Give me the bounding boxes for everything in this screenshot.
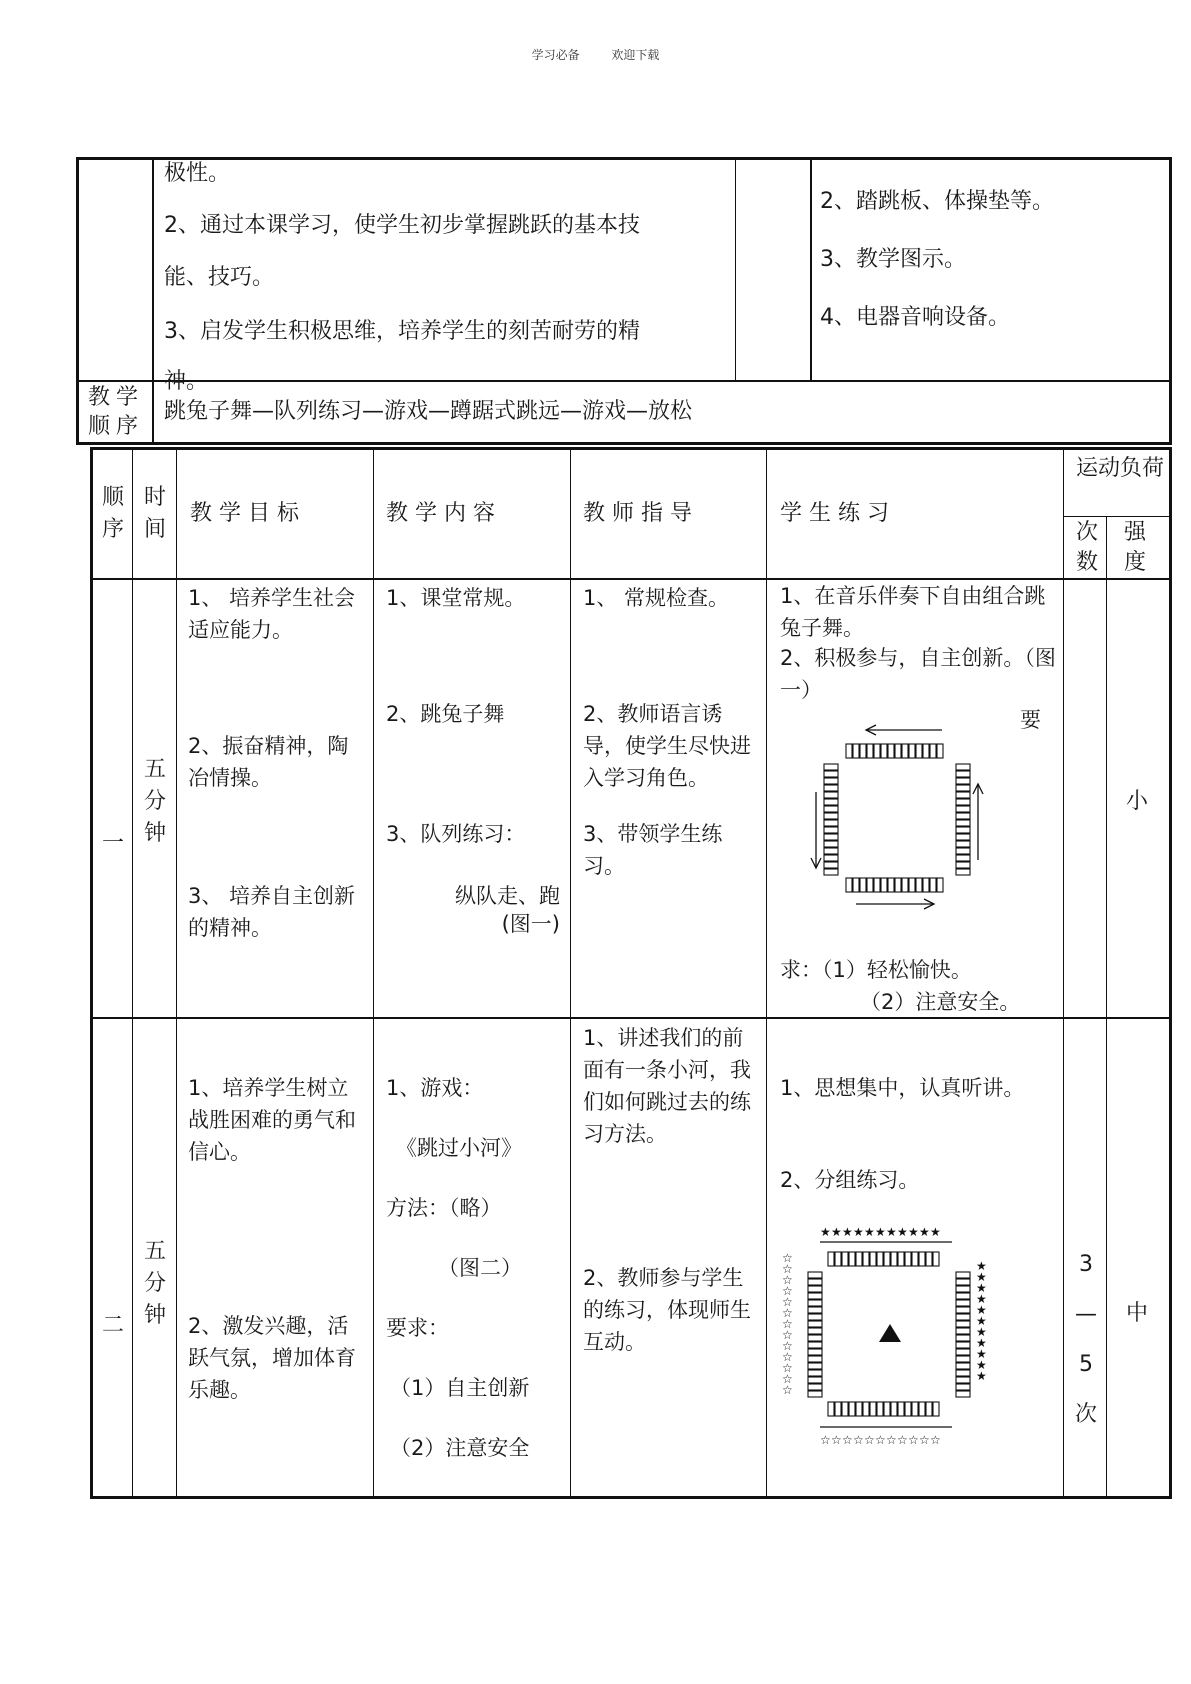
header-content: 教 学 内 容 [386, 501, 495, 526]
filled-star-icon: ★ [976, 1259, 987, 1273]
person-block [956, 1328, 970, 1334]
person-block [926, 1402, 932, 1416]
outline-star-icon: ☆ [886, 1433, 897, 1447]
row-teacher: 2、教师参与学生的练习，体现师生互动。 [583, 1266, 751, 1354]
row-student: 2、积极参与，自主创新。（图一） [780, 646, 1056, 702]
objectives-text [164, 152, 729, 400]
row-content: 方法：（略） [386, 1196, 502, 1220]
person-block [808, 1335, 822, 1341]
outline-star-icon: ☆ [853, 1433, 864, 1447]
person-block [808, 1328, 822, 1334]
person-block [956, 1363, 970, 1369]
border [766, 447, 767, 1499]
header-order: 顺序 [101, 485, 124, 542]
person-block [808, 1279, 822, 1285]
border [76, 157, 79, 445]
filled-star-icon: ★ [976, 1292, 987, 1306]
person-block [956, 1300, 970, 1306]
arrow-down-icon [811, 792, 821, 868]
person-block [926, 1252, 932, 1266]
row-goal: 1、培养学生树立战胜困难的勇气和信心。 [188, 1076, 356, 1164]
person-block [808, 1272, 822, 1278]
outline-star-icon: ☆ [820, 1433, 831, 1447]
person-block [905, 1402, 911, 1416]
person-block [824, 848, 838, 854]
header-student: 学 生 练 习 [780, 501, 889, 526]
formation-right-column [956, 764, 970, 875]
filled-star-icon: ★ [842, 1225, 853, 1239]
equipment-list [820, 180, 1165, 340]
row-student: 求：（1）轻松愉快。 [780, 958, 972, 982]
person-block [870, 1402, 876, 1416]
row-time: 五分钟 [143, 757, 166, 846]
filled-star-icon: ★ [976, 1303, 987, 1317]
person-block [808, 1286, 822, 1292]
row-goal: 2、激发兴趣，活跃气氛，增加体育乐趣。 [188, 1314, 356, 1402]
header-time: 时间 [143, 485, 166, 542]
person-block [916, 878, 922, 892]
person-block [860, 744, 866, 758]
person-block [909, 878, 915, 892]
person-block [877, 1402, 883, 1416]
outline-star-icon: ☆ [782, 1383, 793, 1397]
person-block [902, 744, 908, 758]
person-block [824, 785, 838, 791]
person-block [895, 878, 901, 892]
person-block [898, 1402, 904, 1416]
person-block [824, 799, 838, 805]
outline-star-icon: ☆ [782, 1361, 793, 1375]
person-block [846, 744, 852, 758]
person-block [902, 878, 908, 892]
row-content: 3、队列练习： [386, 822, 526, 846]
person-block [956, 1370, 970, 1376]
person-block [846, 878, 852, 892]
filled-star-icon: ★ [976, 1270, 987, 1284]
person-block [860, 878, 866, 892]
person-block [824, 820, 838, 826]
row-student: 1、思想集中，认真听讲。 [780, 1076, 1025, 1100]
person-block [824, 841, 838, 847]
person-block [956, 1342, 970, 1348]
person-block [824, 778, 838, 784]
header-count: 次数 [1075, 520, 1098, 575]
person-block [824, 827, 838, 833]
person-block [956, 1321, 970, 1327]
person-block [824, 771, 838, 777]
person-block [956, 799, 970, 805]
row-goal: 3、 培养自主创新的精神。 [188, 884, 356, 940]
border [1169, 447, 1172, 1499]
row-student: 2、分组练习。 [780, 1168, 920, 1192]
formation-top-row [828, 1252, 939, 1266]
outline-star-icon: ☆ [782, 1273, 793, 1287]
person-block [824, 862, 838, 868]
outline-star-icon: ☆ [782, 1262, 793, 1276]
sequence-value: 跳兔子舞—队列练习—游戏—蹲踞式跳远—游戏—放松 [164, 399, 693, 424]
person-block [956, 1356, 970, 1362]
person-block [956, 1307, 970, 1313]
person-block [842, 1402, 848, 1416]
person-block [808, 1377, 822, 1383]
outline-star-icon: ☆ [782, 1328, 793, 1342]
equipment-item: 4、电器音响设备。 [820, 305, 1010, 330]
person-block [956, 1293, 970, 1299]
filled-star-icon: ★ [831, 1225, 842, 1239]
person-block [956, 855, 970, 861]
outline-star-icon: ☆ [875, 1433, 886, 1447]
formation-top-row [846, 744, 943, 758]
filled-star-icon: ★ [853, 1225, 864, 1239]
person-block [808, 1342, 822, 1348]
person-block [923, 878, 929, 892]
outline-star-icon: ☆ [782, 1350, 793, 1364]
objective-line: 神。 [164, 369, 209, 394]
row-intensity: 中 [1125, 1301, 1148, 1326]
filled-star-icon: ★ [864, 1225, 875, 1239]
person-block [919, 1252, 925, 1266]
row-teacher: 1、 常规检查。 [583, 586, 730, 610]
filled-star-icon: ★ [976, 1336, 987, 1350]
person-block [933, 1402, 939, 1416]
person-block [863, 1252, 869, 1266]
border [1063, 516, 1172, 517]
person-block [956, 820, 970, 826]
row-teacher: 1、讲述我们的前面有一条小河，我们如何跳过去的练习方法。 [583, 1026, 751, 1146]
filled-star-icon: ★ [976, 1347, 987, 1361]
person-block [884, 1252, 890, 1266]
person-block [956, 778, 970, 784]
filled-star-icon: ★ [886, 1225, 897, 1239]
row-content: 纵队走、跑 [455, 884, 560, 908]
person-block [916, 744, 922, 758]
person-block [888, 878, 894, 892]
row-intensity: 小 [1125, 789, 1148, 814]
person-block [808, 1384, 822, 1390]
person-block [808, 1349, 822, 1355]
person-block [923, 744, 929, 758]
person-block [956, 869, 970, 875]
person-block [824, 792, 838, 798]
border [176, 447, 177, 1499]
border [1063, 447, 1064, 1499]
row-content: 1、游戏： [386, 1076, 484, 1100]
person-block [891, 1252, 897, 1266]
person-block [824, 764, 838, 770]
person-block [874, 878, 880, 892]
person-block [842, 1252, 848, 1266]
arrow-left-icon [866, 725, 942, 735]
person-block [956, 1279, 970, 1285]
outline-star-icon: ☆ [782, 1251, 793, 1265]
person-block [956, 785, 970, 791]
person-block [808, 1314, 822, 1320]
person-block [853, 878, 859, 892]
star-column-right [976, 1259, 987, 1383]
outline-star-icon: ☆ [782, 1284, 793, 1298]
row-content: 要求： [386, 1316, 449, 1340]
outline-star-icon: ☆ [930, 1433, 941, 1447]
person-block [956, 1335, 970, 1341]
figure-1-diagram [810, 722, 1000, 914]
objective-line: 能、技巧。 [164, 265, 275, 290]
row-student: 1、在音乐伴奏下自由组合跳兔子舞。 [780, 584, 1046, 640]
person-block [867, 878, 873, 892]
person-block [808, 1363, 822, 1369]
formation-right-column [956, 1272, 970, 1397]
formation-bottom-row [846, 878, 943, 892]
person-block [956, 1384, 970, 1390]
person-block [824, 855, 838, 861]
person-block [956, 806, 970, 812]
person-block [824, 834, 838, 840]
person-block [937, 878, 943, 892]
person-block [930, 744, 936, 758]
filled-star-icon: ★ [919, 1225, 930, 1239]
row-teacher: 2、教师语言诱导，使学生尽快进入学习角色。 [583, 702, 751, 790]
person-block [808, 1321, 822, 1327]
person-block [956, 1349, 970, 1355]
person-block [824, 806, 838, 812]
person-block [912, 1402, 918, 1416]
person-block [808, 1391, 822, 1397]
person-block [824, 869, 838, 875]
person-block [881, 878, 887, 892]
person-block [937, 744, 943, 758]
row-content: 《跳过小河》 [396, 1136, 522, 1160]
outline-star-icon: ☆ [897, 1433, 908, 1447]
header-load: 运动负荷 [1076, 456, 1165, 481]
person-block [808, 1300, 822, 1306]
equipment-item: 2、踏跳板、体操垫等。 [820, 189, 1054, 214]
outline-star-icon: ☆ [831, 1433, 842, 1447]
outline-star-icon: ☆ [842, 1433, 853, 1447]
person-block [956, 841, 970, 847]
person-block [884, 1402, 890, 1416]
person-block [856, 1252, 862, 1266]
filled-star-icon: ★ [875, 1225, 886, 1239]
row-count [1068, 1240, 1104, 1440]
row-content: （图二） [438, 1256, 522, 1280]
outline-star-icon: ☆ [782, 1372, 793, 1386]
person-block [912, 1252, 918, 1266]
person-block [905, 1252, 911, 1266]
header-left: 学习必备 [531, 48, 580, 62]
border [570, 447, 571, 1499]
person-block [853, 744, 859, 758]
border [810, 157, 812, 380]
person-block [930, 878, 936, 892]
row-order: 一 [101, 831, 124, 856]
row-goal: 2、振奋精神，陶冶情操。 [188, 734, 349, 790]
filled-star-icon: ★ [897, 1225, 908, 1239]
header-teacher: 教 师 指 导 [583, 501, 692, 526]
person-block [828, 1252, 834, 1266]
person-block [919, 1402, 925, 1416]
header-goals: 教 学 目 标 [190, 501, 299, 526]
outline-star-icon: ☆ [919, 1433, 930, 1447]
person-block [808, 1356, 822, 1362]
person-block [808, 1307, 822, 1313]
person-block [881, 744, 887, 758]
person-block [956, 1272, 970, 1278]
person-block [956, 1391, 970, 1397]
border [90, 447, 1172, 450]
equipment-item: 3、教学图示。 [820, 247, 966, 272]
person-block [870, 1252, 876, 1266]
sequence-label: 教学顺序 [87, 385, 144, 439]
person-block [956, 1377, 970, 1383]
formation-left-column [808, 1272, 822, 1397]
formation-bottom-row [828, 1402, 939, 1416]
filled-star-icon: ★ [976, 1369, 987, 1383]
person-block [863, 1402, 869, 1416]
row-order: 二 [101, 1313, 124, 1338]
row-student: （2）注意安全。 [860, 990, 1021, 1014]
border [1106, 516, 1107, 1499]
person-block [874, 744, 880, 758]
outline-star-icon: ☆ [782, 1339, 793, 1353]
row-teacher: 3、带领学生练习。 [583, 822, 723, 878]
border [90, 447, 93, 1499]
person-block [933, 1252, 939, 1266]
arrow-right-icon [856, 899, 934, 909]
person-block [808, 1370, 822, 1376]
person-block [835, 1252, 841, 1266]
figure-2-diagram [780, 1222, 1010, 1450]
header-right: 欢迎下载 [611, 48, 660, 62]
outline-star-icon: ☆ [864, 1433, 875, 1447]
person-block [849, 1402, 855, 1416]
person-block [956, 827, 970, 833]
person-block [898, 1252, 904, 1266]
person-block [835, 1402, 841, 1416]
count-text: 3—5次 [1074, 1252, 1097, 1427]
outline-star-icon: ☆ [908, 1433, 919, 1447]
filled-star-icon: ★ [976, 1358, 987, 1372]
row-content: （2）注意安全 [390, 1436, 530, 1460]
person-block [909, 744, 915, 758]
filled-star-icon: ★ [976, 1325, 987, 1339]
row-content: (图一) [501, 912, 560, 936]
row-content: （1）自主创新 [390, 1376, 530, 1400]
person-block [956, 764, 970, 770]
row-time: 五分钟 [143, 1239, 166, 1328]
objective-line: 2、通过本课学习，使学生初步掌握跳跃的基本技 [164, 213, 640, 238]
objective-line: 3、启发学生积极思维，培养学生的刻苦耐劳的精 [164, 319, 640, 344]
border [76, 442, 1172, 445]
person-block [856, 1402, 862, 1416]
outline-star-icon: ☆ [782, 1317, 793, 1331]
person-block [808, 1293, 822, 1299]
person-block [888, 744, 894, 758]
person-block [956, 848, 970, 854]
person-block [824, 813, 838, 819]
filled-star-icon: ★ [908, 1225, 919, 1239]
border [1169, 157, 1172, 445]
person-block [891, 1402, 897, 1416]
person-block [895, 744, 901, 758]
row-student: 要 [1020, 708, 1041, 732]
header-intensity: 强度 [1123, 520, 1146, 575]
filled-star-icon: ★ [976, 1314, 987, 1328]
star-row-bottom [820, 1433, 941, 1447]
border [132, 447, 133, 1499]
person-block [956, 1286, 970, 1292]
objective-line: 极性。 [164, 161, 231, 186]
border [373, 447, 374, 1499]
person-block [956, 813, 970, 819]
border [90, 1496, 1172, 1499]
star-row-top [820, 1225, 941, 1239]
filled-star-icon: ★ [820, 1225, 831, 1239]
teacher-triangle-icon [879, 1324, 901, 1342]
person-block [849, 1252, 855, 1266]
person-block [956, 792, 970, 798]
outline-star-icon: ☆ [782, 1306, 793, 1320]
border [152, 157, 154, 445]
outline-star-icon: ☆ [782, 1295, 793, 1309]
filled-star-icon: ★ [976, 1281, 987, 1295]
star-column-left [782, 1251, 793, 1397]
person-block [956, 1314, 970, 1320]
page-header [0, 46, 1191, 63]
person-block [828, 1402, 834, 1416]
arrow-up-icon [973, 784, 983, 860]
filled-star-icon: ★ [930, 1225, 941, 1239]
person-block [867, 744, 873, 758]
person-block [956, 862, 970, 868]
row-content: 1、课堂常规。 [386, 586, 526, 610]
person-block [877, 1252, 883, 1266]
row-content: 2、跳兔子舞 [386, 702, 505, 726]
formation-left-column [824, 764, 838, 875]
border [735, 157, 736, 380]
row-goal: 1、 培养学生社会适应能力。 [188, 586, 356, 642]
person-block [956, 771, 970, 777]
person-block [956, 834, 970, 840]
